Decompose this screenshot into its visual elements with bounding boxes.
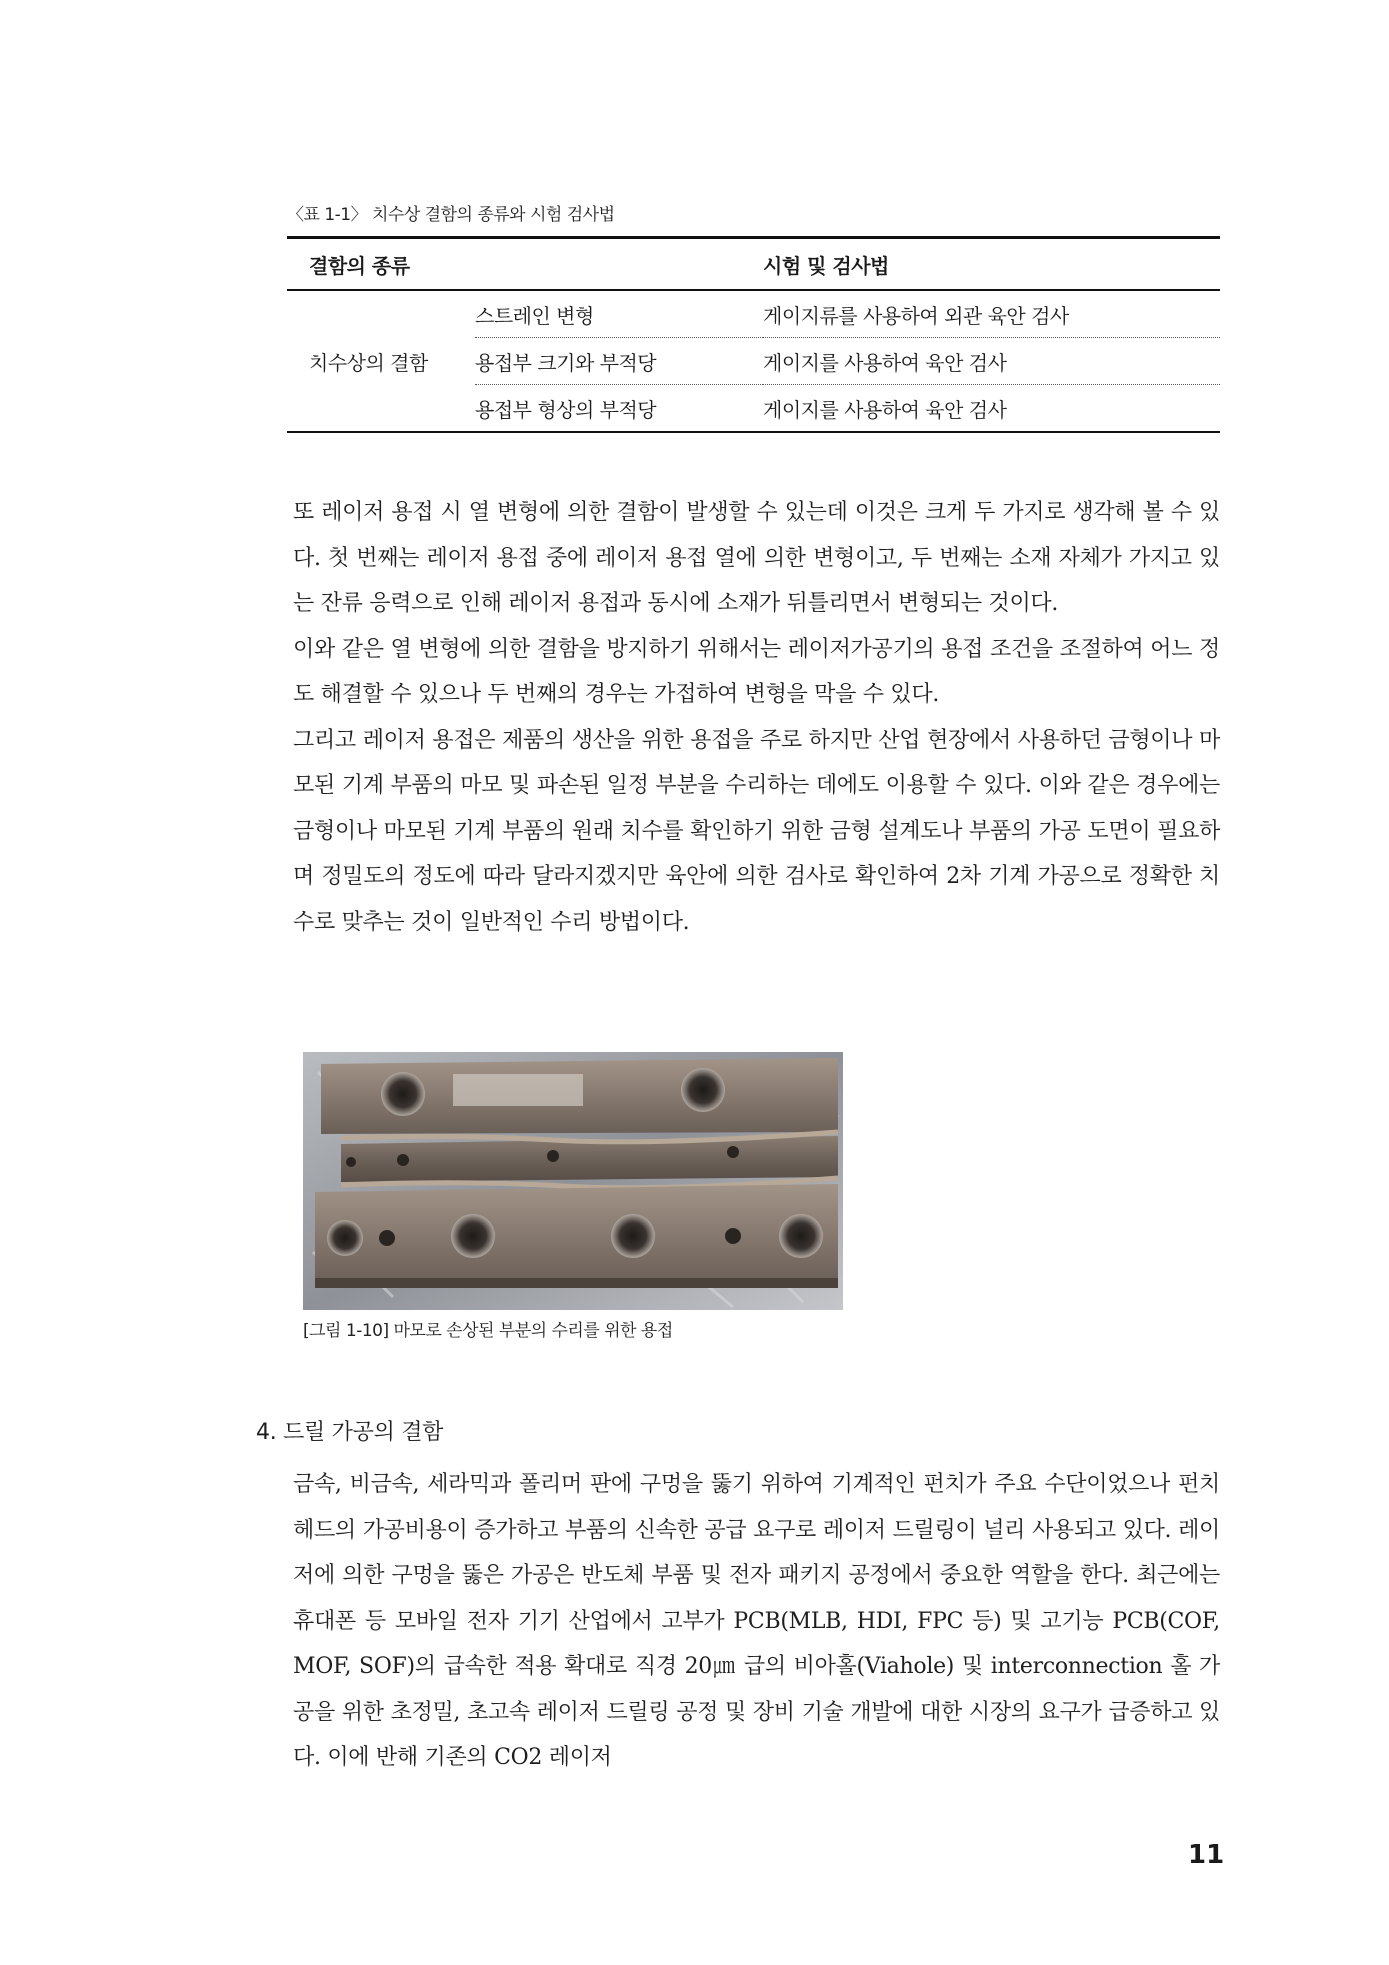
table-row xyxy=(287,290,1220,338)
body-text-block-1 xyxy=(293,490,1220,945)
method-cell: 게이지류를 사용하여 외관 육안 검사 xyxy=(763,290,1220,338)
paragraph: 금속, 비금속, 세라믹과 폴리머 판에 구멍을 뚫기 위하여 기계적인 펀치가 주요 수단이었으나 펀치헤드의 가공비용이 증가하고 부품의 신속한 공급 요구로 레이저 드릴링이 널리 사용되고 있다. 레이저에 의한 구멍을 뚫은 가공은 반도체 부품 및 전자 패키지 공정에서 중요한 역할을 한다. 최근에는 휴대폰 등 모바일 전자 기기 산업에서 고부가 PCB(MLB, HDI, FPC 등) 및 고기능 PCB(COF, MOF, SOF)의 급속한 적용 확대로 직경 20㎛ 급의 비아홀(Viahole) 및 interconnection 홀 가공을 위한 초정밀, 초고속 레이저 드릴링 공정 및 장비 기술 개발에 대한 시장의 요구가 급증하고 있다. 이에 반해 기존의 CO2 레이저 xyxy=(293,1472,1220,1770)
header-defect-type: 결함의 종류 xyxy=(287,238,763,291)
category-cell: 치수상의 결함 xyxy=(287,290,475,432)
defect-type-cell: 용접부 크기와 부적당 xyxy=(475,338,763,385)
section-heading: 4. 드릴 가공의 결함 xyxy=(256,1420,444,1445)
body-text-block-2 xyxy=(293,1462,1220,1781)
method-cell: 게이지를 사용하여 육안 검사 xyxy=(763,385,1220,433)
defect-type-cell: 스트레인 변형 xyxy=(475,290,763,338)
method-cell: 게이지를 사용하여 육안 검사 xyxy=(763,338,1220,385)
welded-part-photo xyxy=(303,1052,843,1310)
paragraph: 그리고 레이저 용접은 제품의 생산을 위한 용접을 주로 하지만 산업 현장에서 사용하던 금형이나 마모된 기계 부품의 마모 및 파손된 일정 부분을 수리하는 데에도 이용할 수 있다. 이와 같은 경우에는 금형이나 마모된 기계 부품의 원래 치수를 확인하기 위한 금형 설계도나 부품의 가공 도면이 필요하며 정밀도의 정도에 따라 달라지겠지만 육안에 의한 검사로 확인하여 2차 기계 가공으로 정확한 치수로 맞추는 것이 일반적인 수리 방법이다. xyxy=(293,727,1220,935)
figure-caption: [그림 1-10] 마모로 손상된 부분의 수리를 위한 용접 xyxy=(303,1321,673,1341)
defect-type-cell: 용접부 형상의 부적당 xyxy=(475,385,763,433)
paragraph: 이와 같은 열 변형에 의한 결함을 방지하기 위해서는 레이저가공기의 용접 조건을 조절하여 어느 정도 해결할 수 있으나 두 번째의 경우는 가접하여 변형을 막을 수 있다. xyxy=(293,636,1220,707)
defect-table xyxy=(287,236,1220,433)
paragraph: 또 레이저 용접 시 열 변형에 의한 결함이 발생할 수 있는데 이것은 크게 두 가지로 생각해 볼 수 있다. 첫 번째는 레이저 용접 중에 레이저 용접 열에 의한 변형이고, 두 번째는 소재 자체가 가지고 있는 잔류 응력으로 인해 레이저 용접과 동시에 소재가 뒤틀리면서 변형되는 것이다. xyxy=(293,500,1220,616)
header-test-method: 시험 및 검사법 xyxy=(763,238,1220,291)
table-caption: 〈표 1-1〉 치수상 결함의 종류와 시험 검사법 xyxy=(287,205,615,225)
page-number: 11 xyxy=(1188,1840,1225,1870)
table-header-row xyxy=(287,238,1220,291)
